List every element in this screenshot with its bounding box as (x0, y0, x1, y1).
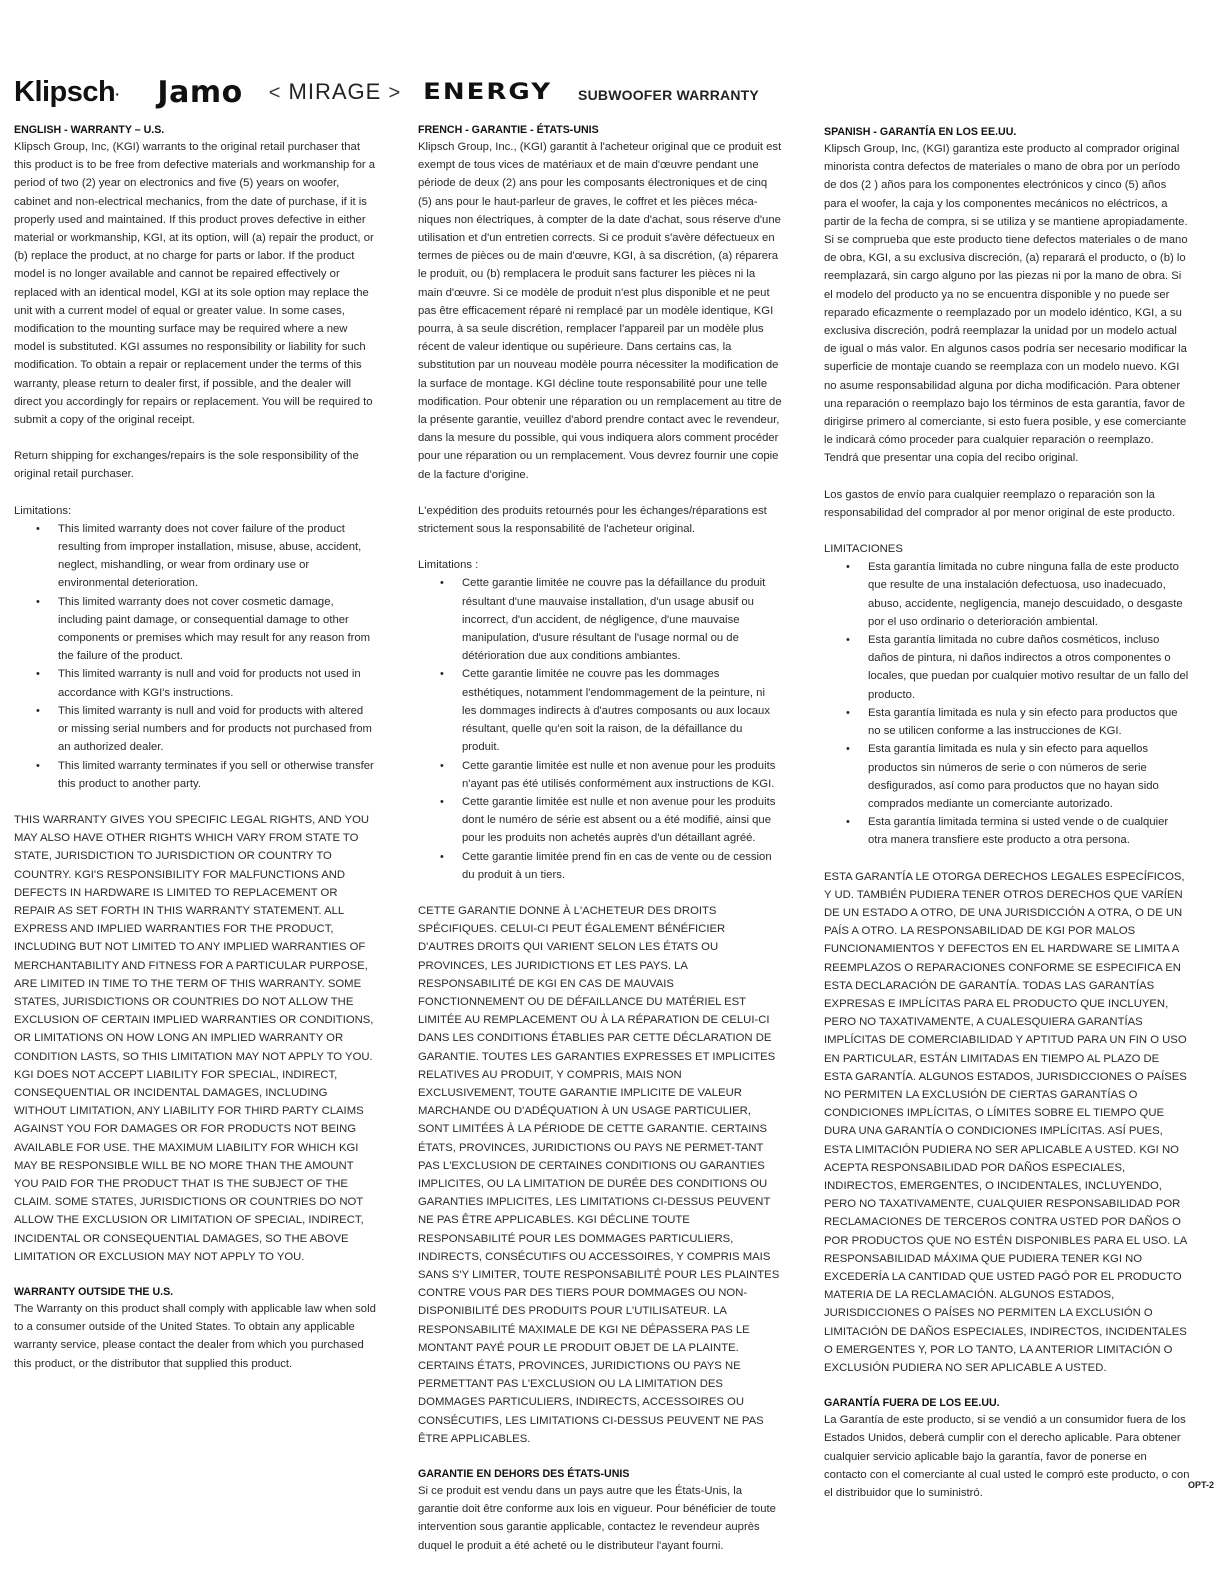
english-heading: ENGLISH - WARRANTY – U.S. (14, 124, 165, 136)
list-item: • This limited warranty is null and void for products not used in accordance with KGI's instructions. (36, 668, 361, 699)
spanish-shipping: Los gastos de envío para cualquier reemplazo o reparación son la responsabilidad del comprador al por menor original de este producto. (824, 488, 1176, 519)
energy-logo: ENERGY (423, 79, 553, 105)
document-code: OPT-2 (1187, 1480, 1214, 1490)
english-outside-heading: WARRANTY OUTSIDE THE U.S. (14, 1285, 174, 1298)
spanish-legal: ESTA GARANTÍA LE OTORGA DERECHOS LEGALES ESPECÍFICOS, Y UD. TAMBIÉN PUDIERA TENER OTROS DERECHOS QUE VARÍEN DE UN ESTADO A OTRO, DE UNA JURISDICCIÓN A OTRA, O DE UN PAÍS A OTRO. LA RESPONSABILIDAD DE KGI POR MALOS FUNCIONAMIENTOS Y DEFECTOS EN EL HARDWARE SE LIMITA A REEMPLAZOS O REPARACIONES CONFORME SE ESPECIFICA EN ESTA DECLARACIÓN DE GARANTÍA. TODAS LAS GARANTÍAS EXPRESAS E IMPLÍCITAS PARA EL PRODUCTO QUE INCLUYEN, PERO NO TAXATIVAMENTE, A CUALESQUIERA GARANTÍAS IMPLÍCITAS DE COMERCIABILIDAD Y APTITUD PARA UN FIN O USO EN PARTICULAR, ESTÁN LIMITADAS EN TIEMPO AL PLAZO DE ESTA GARANTÍA. ALGUNOS ESTADOS, JURISDICCIONES O PAÍSES NO PERMITEN LA EXCLUSIÓN DE CIERTAS GARANTÍAS O CONDICIONES IMPLÍCITAS, O LÍMITES SOBRE EL TIEMPO QUE DURA UNA GARANTÍA O CONDICIONES IMPLÍCITAS. ASÍ PUES, ESTA LIMITACIÓN PUDIERA NO SER APLICABLE A USTED. KGI NO ACEPTA RESPONSABILIDAD POR DAÑOS ESPECIALES, INDIRECTOS, EMERGENTES, O INCIDENTALES, INCLUYENDO, PERO NO TAXATIVAMENTE, CUALQUIER RESPONSABILIDAD POR RECLAMACIONES DE TERCEROS CONTRA USTED POR DAÑOS O POR PRODUCTOS QUE NO ESTÉN DISPONIBLES PARA EL USO. LA RESPONSABILIDAD MÁXIMA QUE PUDIERA TENER KGI NO EXCEDERÍA LA CANTIDAD QUE USTED PAGÓ POR EL PRODUCTO MATERIA DE LA RECLAMACIÓN. ALGUNOS ESTADOS, JURISDICCIONES O PAÍSES NO PERMITEN LA EXCLUSIÓN O LIMITACIÓN DE DAÑOS ESPECIALES, INDIRECTOS, INCIDENTALES O EMERGENTES Y, POR LO TANTO, LA ANTERIOR LIMITACIÓN O EXCLUSIÓN PUDIERA NO SER APLICABLE A USTED. (824, 870, 1187, 1374)
english-legal: THIS WARRANTY GIVES YOU SPECIFIC LEGAL RIGHTS, AND YOU MAY ALSO HAVE OTHER RIGHTS WHICH VARY FROM STATE TO STATE, JURISDICTION TO JURISDICTION OR COUNTRY TO COUNTRY. KGI'S RESPONSIBILITY FOR MALFUNCTIONS AND DEFECTS IN HARDWARE IS LIMITED TO REPLACEMENT OR REPAIR AS SET FORTH IN THIS WARRANTY STATEMENT. ALL EXPRESS AND IMPLIED WARRANTIES FOR THE PRODUCT, INCLUDING BUT NOT LIMITED TO ANY IMPLIED WARRANTIES OF MERCHANTABILITY AND FITNESS FOR A PARTICULAR PURPOSE, ARE LIMITED IN TIME TO THE TERM OF THIS WARRANTY. SOME STATES, JURISDICTIONS OR COUNTRIES DO NOT ALLOW THE EXCLUSION OF CERTAIN IMPLIED WARRANTIES OR CONDITIONS, OR LIMITATIONS ON HOW LONG AN IMPLIED WARRANTY OR CONDITION LASTS, SO THIS LIMITATION MAY NOT APPLY TO YOU. KGI DOES NOT ACCEPT LIABILITY FOR SPECIAL, INDIRECT, CONSEQUENTIAL OR INCIDENTAL DAMAGES, INCLUDING WITHOUT LIMITATION, ANY LIABILITY FOR THIRD PARTY CLAIMS AGAINST YOU FOR DAMAGES OR FOR PRODUCTS NOT BEING AVAILABLE FOR USE. THE MAXIMUM LIABILITY FOR WHICH KGI MAY BE RESPONSIBLE WILL BE NO MORE THAN THE AMOUNT YOU PAID FOR THE PRODUCT THAT IS THE SUBJECT OF THE CLAIM. SOME STATES, JURISDICTIONS OR COUNTRIES DO NOT ALLOW THE EXCLUSION OR LIMITATION OF SPECIAL, INDIRECT, INCIDENTAL OR CONSEQUENTIAL DAMAGES, SO THE ABOVE LIMITATION OR EXCLUSION MAY NOT APPLY TO YOU. (14, 813, 374, 1263)
list-item: • This limited warranty does not cover cosmetic damage, including paint damage, or consequential damage to other components or premises which may result for any reason from the failure of the product. (36, 595, 371, 663)
list-item: • Esta garantía limitada es nula y sin efecto para productos que no se utilicen conforme a las instrucciones de KGI. (846, 706, 1178, 738)
english-column (14, 122, 376, 1391)
list-item: • This limited warranty does not cover failure of the product resulting from improper installation, misuse, abuse, accident, neglect, mishandling, or wear from ordinary use or environmental deterioration. (36, 522, 362, 590)
french-limitations-label: Limitations : (418, 559, 479, 572)
header (14, 72, 1210, 112)
list-item: • Cette garantie limitée prend fin en cas de vente ou de cession du produit à un tiers. (440, 850, 772, 881)
french-outside-heading: GARANTIE EN DEHORS DES ÉTATS-UNIS (418, 1468, 630, 1481)
english-limitations-list (14, 520, 376, 793)
french-body: Klipsch Group, Inc., (KGI) garantit à l'acheteur original que ce produit est exempt de tous vices de matériaux et de main d'œuvre pendant une période de deux (2) ans pour les composants électroniques et de cinq (5) ans pour le haut-parleur de graves, le coffret et les pièces méca-niques non électriques, à compter de la date d'achat, sous réserve d'une utilisation et d'un entretien corrects. Si ce produit s'avère défectueux en termes de pièces ou de main d'œuvre, KGI, à sa discrétion, (a) réparera le produit, ou (b) remplacera le produit sans facturer les pièces ni la main d'œuvre. Si ce modèle de produit n'est plus disponible et ne peut pas être efficacement réparé ni remplacé par un modèle identique, KGI pourra, à sa seule discrétion, remplacer l'appareil par un modèle plus récent de valeur identique ou supérieure. Dans certains cas, la substitution par un nouveau modèle pourra nécessiter la modification de la surface de montage. KGI décline toute responsabilité pour une telle modification. Pour obtenir une réparation ou un remplacement au titre de la présente garantie, veuillez d'abord prendre contact avec le revendeur, dans la mesure du possible, qui vous indiquera alors comment procéder pour une réparation ou un remplacement. Vous devrez fournir une copie de la facture d'origine. (418, 141, 782, 481)
list-item: • Esta garantía limitada termina si usted vende o de cualquier otra manera transfiere este producto a otra persona. (846, 816, 1169, 847)
french-shipping: L'expédition des produits retournés pour les échanges/réparations est strictement sous la responsabilité de l'acheteur original. (418, 504, 767, 536)
french-outside: Si ce produit est vendu dans un pays autre que les États-Unis, la garantie doit être conforme aux lois en vigueur. Pour bénéficier de toute intervention sous garantie applicable, contactez le revendeur auprès duquel le produit a été acheté ou le distributeur l'ayant fourni. (418, 1485, 776, 1552)
page-title: SUBWOOFER WARRANTY (578, 87, 759, 103)
list-item: • Cette garantie limitée ne couvre pas la défaillance du produit résultant d'une mauvaise installation, d'un usage abusif ou incorrect, d'un accident, de négligence, d'une mauvaise manipulation, d'usure résultant de l'usage normal ou de détérioration due aux conditions ambiantes. (440, 577, 766, 663)
mirage-logo: < MIRAGE > (268, 79, 402, 104)
french-heading: FRENCH - GARANTIE - ÉTATS-UNIS (418, 124, 599, 136)
list-item: • Cette garantie limitée ne couvre pas les dommages esthétiques, notamment l'endommagement de la peinture, ni les dommages indirects à d'autres composants ou aux locaux résultant, quelle qu'en soit la raison, de la défaillance du produit. (440, 668, 770, 754)
list-item: • This limited warranty terminates if you sell or otherwise transfer this product to another party. (36, 759, 374, 790)
english-limitations-label: Limitations: (14, 504, 72, 517)
list-item: • This limited warranty is null and void for products with altered or missing serial numbers and for products not purchased from an authorized dealer. (36, 704, 372, 754)
list-item: • Esta garantía limitada no cubre daños cosméticos, incluso daños de pintura, ni daños indirectos a otros componentes o locales, que puedan por cualquier motivo resultar de un fallo del producto. (846, 634, 1189, 701)
spanish-limitations-label: LIMITACIONES (824, 543, 903, 556)
french-column (418, 122, 782, 1573)
english-shipping: Return shipping for exchanges/repairs is the sole responsibility of the original retail purchaser. (14, 450, 359, 481)
list-item: • Cette garantie limitée est nulle et non avenue pour les produits dont le numéro de série est absent ou a été modifié, ainsi que pour les produits non achetés auprès d'un détaillant agréé. (440, 795, 776, 845)
english-outside: The Warranty on this product shall comply with applicable law when sold to a consumer outside of the United States. To obtain any applicable warranty service, please contact the dealer from which you purchased this product, or the distributor that supplied this product. (14, 1302, 376, 1370)
spanish-outside: La Garantía de este producto, si se vendió a un consumidor fuera de los Estados Unidos, deberá cumplir con el derecho aplicable. Para obtener cualquier servicio aplicable bajo la garantía, favor de ponerse en contacto con el comerciante al cual usted le compró este producto, o con el distribuidor que lo suministró. (824, 1414, 1190, 1500)
spanish-limitations-list (824, 558, 1190, 849)
list-item: • Cette garantie limitée est nulle et non avenue pour les produits n'ayant pas été utilisés conformément aux instructions de KGI. (440, 759, 776, 790)
spanish-column (824, 124, 1190, 1520)
spanish-heading: SPANISH - GARANTÍA EN LOS EE.UU. (824, 126, 1017, 138)
list-item: • Esta garantía limitada es nula y sin efecto para aquellos productos sin números de serie o con números de serie desfigurados, así como para productos que no hayan sido comprados mediante un comerciante autorizado. (846, 743, 1159, 810)
jamo-logo: Jamo (157, 74, 243, 110)
french-legal: CETTE GARANTIE DONNE À L'ACHETEUR DES DROITS SPÉCIFIQUES. CELUI-CI PEUT ÉGALEMENT BÉNÉFICIER D'AUTRES DROITS QUI VARIENT SELON LES ÉTATS OU PROVINCES, LES JURIDICTIONS ET LES PAYS. LA RESPONSABILITÉ DE KGI EN CAS DE MAUVAIS FONCTIONNEMENT OU DE DÉFAILLANCE DU MATÉRIEL EST LIMITÉE AU REMPLACEMENT OU À LA RÉPARATION DE CELUI-CI DANS LES CONDITIONS ÉTABLIES PAR CETTE DÉCLARATION DE GARANTIE. TOUTES LES GARANTIES EXPRESSES ET IMPLICITES RELATIVES AU PRODUIT, Y COMPRIS, MAIS NON EXCLUSIVEMENT, TOUTE GARANTIE IMPLICITE DE VALEUR MARCHANDE OU D'ADÉQUATION À UN USAGE PARTICULIER, SONT LIMITÉES À LA PÉRIODE DE CETTE GARANTIE. CERTAINS ÉTATS, PROVINCES, JURIDICTIONS OU PAYS NE PERMET-TANT PAS L'EXCLUSION DE CERTAINES CONDITIONS OU GARANTIES IMPLICITES, OU LA LIMITATION DE DURÉE DES CONDITIONS OU GARANTIES IMPLICITES, LES LIMITATIONS CI-DESSUS PEUVENT NE PAS ÊTRE APPLICABLES. KGI DÉCLINE TOUTE RESPONSABILITÉ POUR LES DOMMAGES PARTICULIERS, INDIRECTS, CONSÉCUTIFS OU ACCESSOIRES, Y COMPRIS MAIS SANS S'Y LIMITER, TOUTE RESPONSABILITÉ POUR LES PLAINTES CONTRE VOUS PAR DES TIERS POUR DOMMAGES OU NON-DISPONIBILITÉ DES PRODUITS POUR L'UTILISATEUR. LA RESPONSABILITÉ MAXIMALE DE KGI NE DÉPASSERA PAS LE MONTANT PAYÉ POUR LE PRODUIT OBJET DE LA PLAINTE. CERTAINS ÉTATS, PROVINCES, JURIDICTIONS OU PAYS NE PERMETTANT PAS L'EXCLUSION OU LA LIMITATION DES DOMMAGES PARTICULIERS, INDIRECTS, ACCESSOIRES OU CONSÉCUTIFS, LES LIMITATIONS CI-DESSUS PEUVENT NE PAS ÊTRE APPLICABLES. (418, 904, 780, 1445)
list-item: • Esta garantía limitada no cubre ninguna falla de este producto que resulte de una instalación defectuosa, uso inadecuado, abuso, accidente, negligencia, manejo descuidado, o desgaste por el uso ordinario o deterioración ambiental. (846, 561, 1183, 628)
klipsch-logo: Klipsch· (14, 75, 120, 108)
english-body: Klipsch Group, Inc, (KGI) warrants to the original retail purchaser that this product is to be free from defective materials and workmanship for a period of two (2) year on electronics and five (5) years on woofer, cabinet and non-electrical mechanics, from the date of purchase, if it is properly used and maintained. If this product proves defective in either material or workmanship, KGI, at its option, will (a) repair the product, or (b) replace the product, at no charge for parts or labor. If the product model is no longer available and cannot be repaired effectively or replaced with an identical model, KGI at its sole option may replace the unit with a current model of equal or greater value. In some cases, modification to the mounting surface may be required where a new model is substituted. KGI assumes no responsibility or liability for such modification. To obtain a repair or replacement under the terms of this warranty, please return to dealer first, if possible, and the dealer will direct you accordingly for repairs or replacement. You will be required to submit a copy of the original receipt. (14, 141, 376, 427)
spanish-outside-heading: GARANTÍA FUERA DE LOS EE.UU. (824, 1397, 1000, 1410)
french-limitations-list (418, 574, 782, 883)
spanish-body: Klipsch Group, Inc, (KGI) garantiza este producto al comprador original minorista contra defectos de materiales o mano de obra por un período de dos (2 ) años para los componentes electrónicos y cinco (5) años para el woofer, la caja y los componentes mecánicos no eléctricos, a partir de la fecha de compra, si se utiliza y se mantiene apropiadamente. Si se comprueba que este producto tiene defectos materiales o de mano de obra, KGI, a su exclusiva discreción, (a) reparará el producto, o (b) lo reemplazará, sin cargo alguno por las piezas ni por la mano de obra. Si el modelo del producto ya no se encuentra disponible y no puede ser reparado eficazmente o reemplazado por un modelo idéntico, KGI, a su exclusiva discreción, podrá reemplazar la unidad por un modelo actual de igual o más valor. En algunos casos podría ser necesario modificar la superficie de montaje cuando se reemplaza con un modelo nuevo. KGI no asume responsabilidad alguna por dicha modificación. Para obtener una reparación o reemplazo bajo los términos de esta garantía, favor de dirigirse primero al comerciante, si esto fuera posible, y ese comerciante le indicará cómo proceder para cualquier reparación o reemplazo. Tendrá que presentar una copia del recibo original. (824, 143, 1188, 465)
